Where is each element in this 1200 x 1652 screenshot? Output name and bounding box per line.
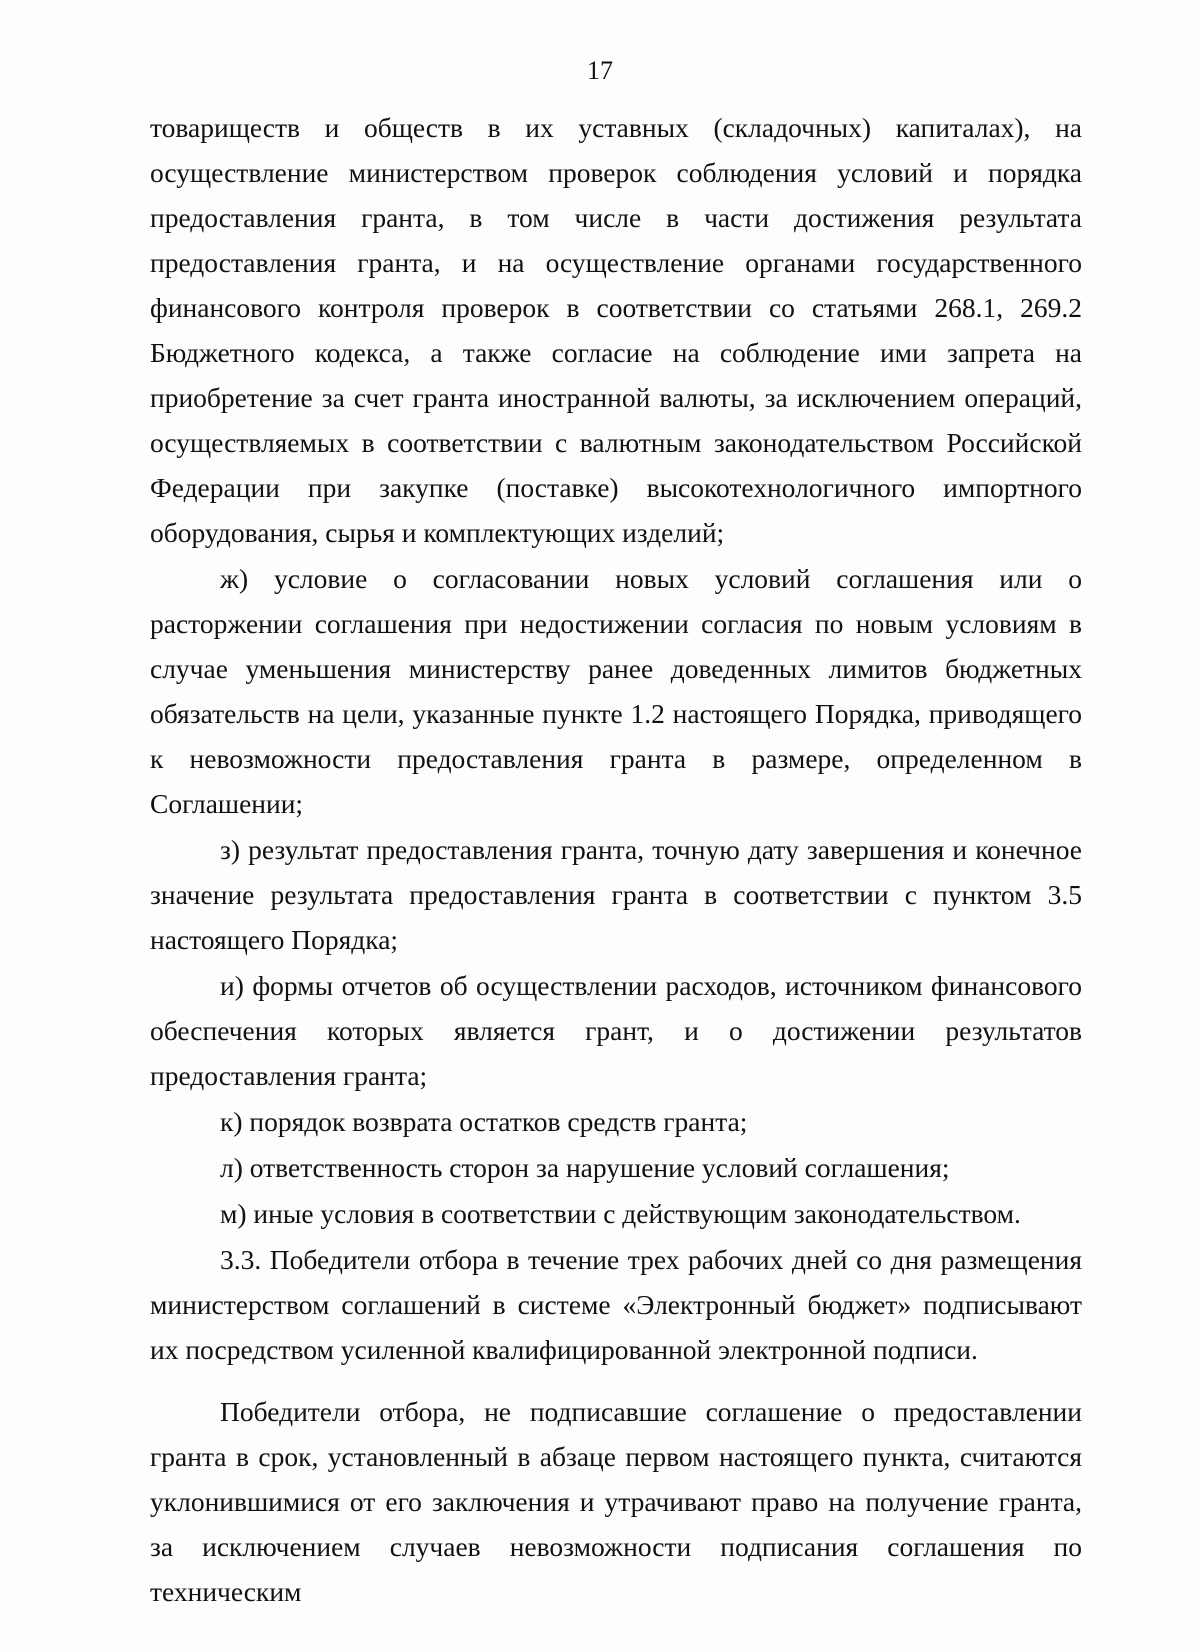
paragraph-item-l: л) ответственность сторон за нарушение условий соглашения; <box>220 1152 950 1183</box>
page-number: 17 <box>587 56 613 85</box>
paragraph-item-m: м) иные условия в соответствии с действующим законодательством. <box>220 1198 1021 1229</box>
paragraph-item-z: з) результат предоставления гранта, точную дату завершения и конечное значение результата предоставления гранта в соответствии с пунктом 3.5 настоящего Порядка; <box>150 834 1082 955</box>
document-body <box>150 105 1082 1615</box>
paragraph-item-i: и) формы отчетов об осуществлении расходов, источником финансового обеспечения которых является грант, и о достижении результатов предоставления гранта; <box>150 970 1082 1091</box>
paragraph-section-3-3: 3.3. Победители отбора в течение трех рабочих дней со дня размещения министерством соглашений в системе «Электронный бюджет» подписывают их посредством усиленной квалифицированной электронной подписи. <box>150 1244 1082 1365</box>
paragraph-continuation: товариществ и обществ в их уставных (складочных) капиталах), на осуществление министерством проверок соблюдения условий и порядка предоставления гранта, в том числе в части достижения результата предоставления гранта, и на осуществление органами государственного финансового контроля проверок в соответствии со статьями 268.1, 269.2 Бюджетного кодекса, а также согласие на соблюдение ими запрета на приобретение за счет гранта иностранной валюты, за исключением операций, осуществляемых в соответствии с валютным законодательством Российской Федерации при закупке (поставке) высокотехнологичного импортного оборудования, сырья и комплектующих изделий; <box>150 112 1082 548</box>
paragraph-item-k: к) порядок возврата остатков средств гранта; <box>220 1106 748 1137</box>
paragraph-item-zh: ж) условие о согласовании новых условий соглашения или о расторжении соглашения при недостижении согласия по новым условиям в случае уменьшения министерству ранее доведенных лимитов бюджетных обязательств на цели, указанные пункте 1.2 настоящего Порядка, приводящего к невозможности предоставления гранта в размере, определенном в Соглашении; <box>150 563 1082 819</box>
paragraph-winners-not-signed: Победители отбора, не подписавшие соглашение о предоставлении гранта в срок, установленный в абзаце первом настоящего пункта, считаются уклонившимися от его заключения и утрачивают право на получение гранта, за исключением случаев невозможности подписания соглашения по техническим <box>150 1396 1082 1607</box>
